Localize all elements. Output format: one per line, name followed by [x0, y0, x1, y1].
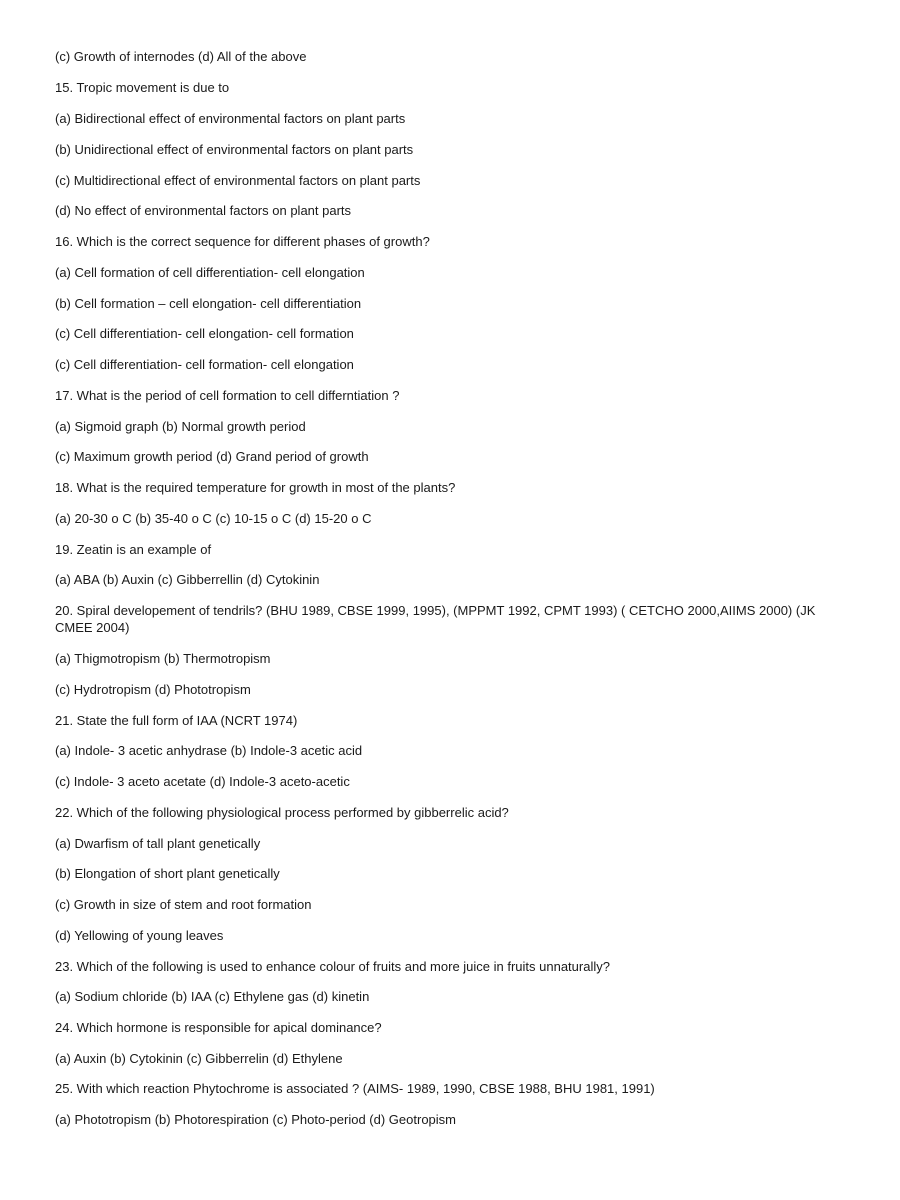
option-line: (d) No effect of environmental factors on plant parts	[55, 203, 352, 218]
question-25: 25. With which reaction Phytochrome is associated ? (AIMS- 1989, 1990, CBSE 1988, BHU 1981, 1991)	[55, 1081, 655, 1096]
option-line: (a) Phototropism (b) Photorespiration (c) Photo-period (d) Geotropism	[55, 1112, 456, 1127]
option-line: (a) Thigmotropism (b) Thermotropism	[55, 651, 271, 666]
question-20: 20. Spiral developement of tendrils? (BHU 1989, CBSE 1999, 1995), (MPPMT 1992, CPMT 1993) ( CETCHO 2000,AIIMS 2000) (JK CMEE 2004)	[55, 603, 816, 635]
option-line: (a) Indole- 3 acetic anhydrase (b) Indole-3 acetic acid	[55, 743, 363, 758]
option-line: (c) Hydrotropism (d) Phototropism	[55, 682, 251, 697]
question-23: 23. Which of the following is used to enhance colour of fruits and more juice in fruits unnaturally?	[55, 959, 610, 974]
option-line: (a) Bidirectional effect of environmental factors on plant parts	[55, 111, 406, 126]
option-line: (c) Cell differentiation- cell elongation- cell formation	[55, 326, 354, 341]
option-line: (b) Cell formation – cell elongation- cell differentiation	[55, 296, 362, 311]
question-19: 19. Zeatin is an example of	[55, 542, 212, 557]
question-17: 17. What is the period of cell formation to cell differntiation ?	[55, 388, 400, 403]
question-15: 15. Tropic movement is due to	[55, 80, 230, 95]
question-18: 18. What is the required temperature for growth in most of the plants?	[55, 480, 456, 495]
option-line: (c) Growth in size of stem and root formation	[55, 897, 312, 912]
option-line: (c) Multidirectional effect of environmental factors on plant parts	[55, 173, 421, 188]
option-line: (c) Growth of internodes (d) All of the above	[55, 49, 307, 64]
option-line: (d) Yellowing of young leaves	[55, 928, 224, 943]
option-line: (a) Sigmoid graph (b) Normal growth period	[55, 419, 306, 434]
question-21: 21. State the full form of IAA (NCRT 1974)	[55, 713, 298, 728]
option-line: (a) ABA (b) Auxin (c) Gibberrellin (d) Cytokinin	[55, 572, 320, 587]
option-line: (a) 20-30 o C (b) 35-40 o C (c) 10-15 o C (d) 15-20 o C	[55, 511, 372, 526]
option-line: (c) Indole- 3 aceto acetate (d) Indole-3 aceto-acetic	[55, 774, 350, 789]
question-16: 16. Which is the correct sequence for different phases of growth?	[55, 234, 430, 249]
option-line: (b) Elongation of short plant genetically	[55, 866, 280, 881]
option-line: (a) Cell formation of cell differentiation- cell elongation	[55, 265, 365, 280]
option-line: (b) Unidirectional effect of environmental factors on plant parts	[55, 142, 414, 157]
question-22: 22. Which of the following physiological process performed by gibberrelic acid?	[55, 805, 509, 820]
option-line: (a) Sodium chloride (b) IAA (c) Ethylene gas (d) kinetin	[55, 989, 370, 1004]
option-line: (a) Auxin (b) Cytokinin (c) Gibberrelin (d) Ethylene	[55, 1051, 343, 1066]
option-line: (a) Dwarfism of tall plant genetically	[55, 836, 261, 851]
option-line: (c) Cell differentiation- cell formation- cell elongation	[55, 357, 354, 372]
question-24: 24. Which hormone is responsible for apical dominance?	[55, 1020, 382, 1035]
option-line: (c) Maximum growth period (d) Grand period of growth	[55, 449, 369, 464]
